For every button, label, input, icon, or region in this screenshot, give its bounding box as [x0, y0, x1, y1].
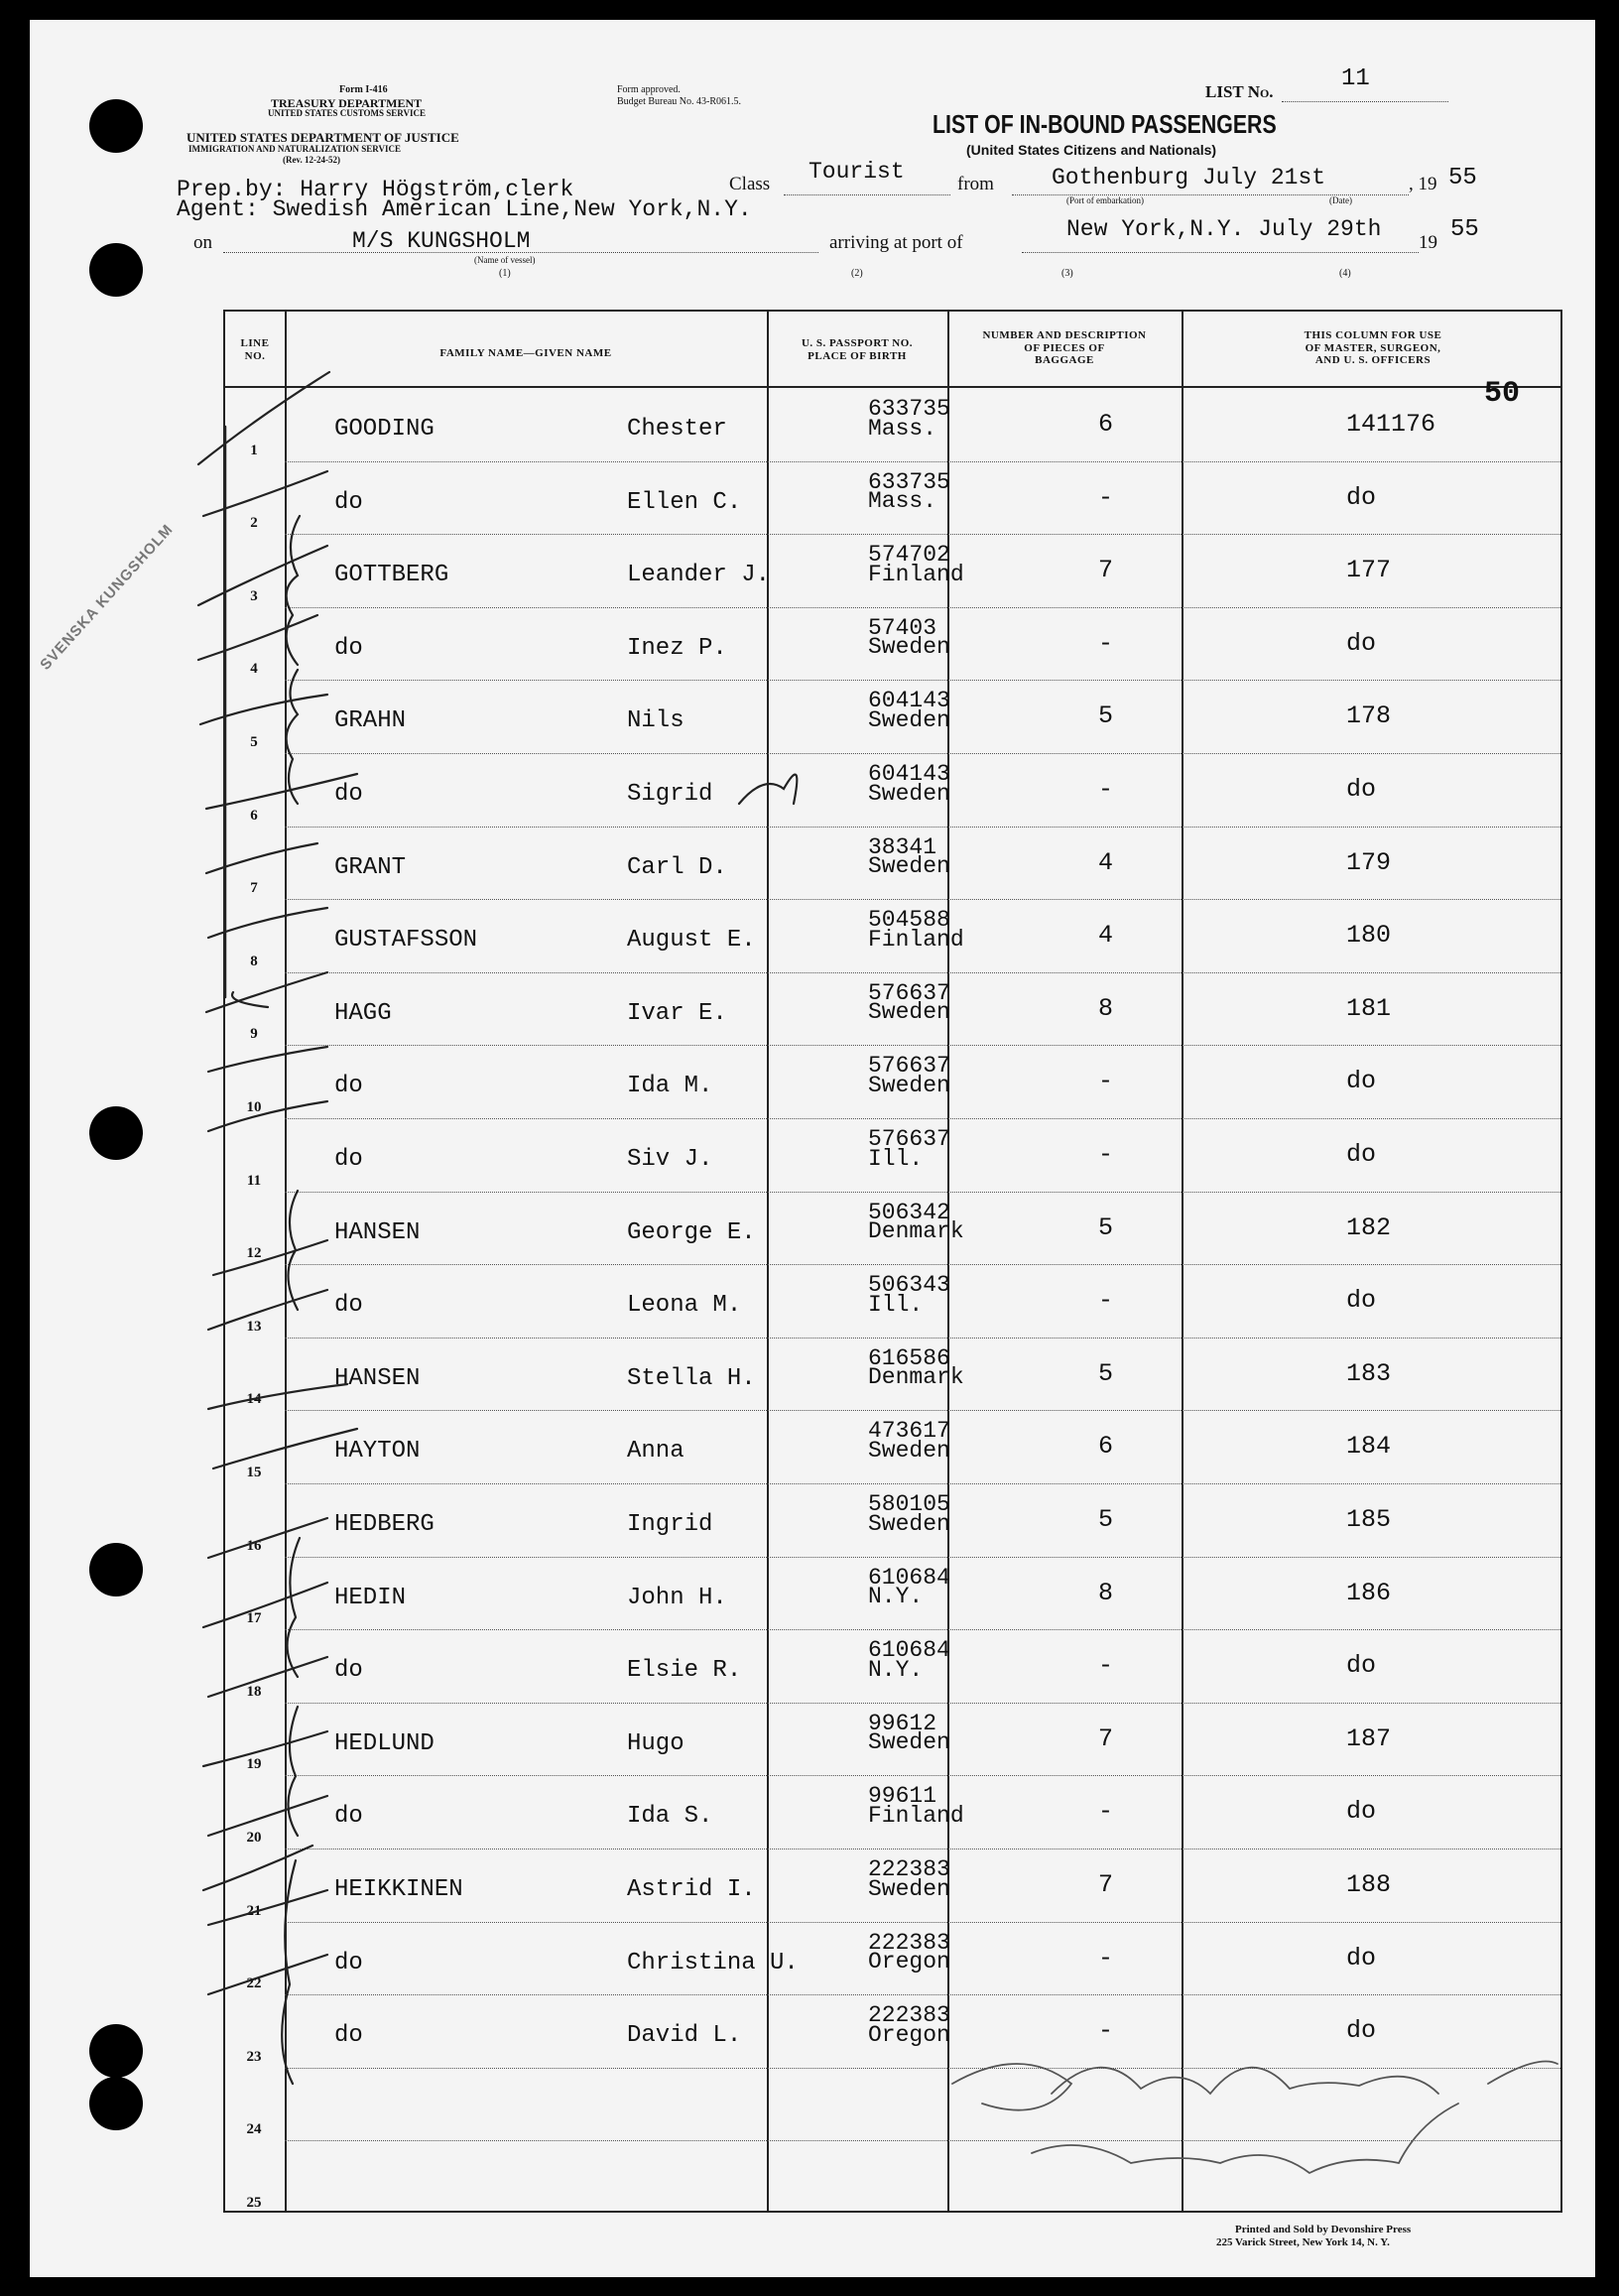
table-row	[225, 899, 1560, 972]
passport-birthplace	[868, 1053, 950, 1098]
date-caption: (Date)	[1329, 195, 1352, 205]
passport-number: 576637	[868, 1053, 950, 1080]
passport-birthplace	[868, 833, 950, 880]
passport-number: 576637	[868, 1126, 950, 1152]
given-name: John H.	[627, 1584, 727, 1611]
passport-number: 604143	[868, 688, 950, 714]
family-name: GRAHN	[334, 707, 407, 735]
line-number: 12	[246, 1245, 262, 1262]
given-name: Ingrid	[627, 1511, 713, 1538]
family-name: HAYTON	[334, 1438, 421, 1466]
place-of-birth: N.Y.	[868, 1584, 924, 1610]
passport-number: 222383	[868, 1929, 950, 1956]
given-name: Nils	[627, 707, 685, 735]
place-of-birth: Oregon	[868, 2021, 950, 2048]
passport-birthplace	[868, 1199, 964, 1245]
baggage-count: 4	[1098, 921, 1114, 951]
place-of-birth: Sweden	[868, 634, 950, 661]
place-of-birth: Mass.	[868, 415, 937, 442]
family-name: do	[334, 1073, 363, 1100]
prepared-by: Prep.by: Harry Högström,clerk	[177, 177, 574, 202]
year-prefix: 19	[1419, 232, 1437, 253]
budget-bureau: Budget Bureau No. 43-R061.5.	[617, 96, 741, 107]
passport-number: 610684	[868, 1637, 950, 1664]
punch-hole	[89, 1106, 143, 1160]
col-number-4: (4)	[1339, 268, 1351, 279]
place-of-birth: Denmark	[868, 1364, 964, 1391]
officer-note: 186	[1346, 1578, 1392, 1607]
place-of-birth: Sweden	[868, 853, 950, 880]
family-name: HANSEN	[334, 1218, 421, 1246]
officer-note: do	[1346, 482, 1377, 512]
baggage-count: -	[1098, 775, 1114, 804]
line-number: 10	[246, 1098, 262, 1115]
table-row	[225, 1338, 1560, 1411]
line-number: 2	[250, 515, 258, 532]
passport-birthplace	[868, 468, 950, 515]
family-name: GOTTBERG	[334, 562, 449, 589]
place-of-birth: Ill.	[868, 1145, 924, 1172]
given-name: Hugo	[627, 1729, 685, 1757]
passport-number: 633735	[868, 468, 950, 495]
family-name: HEDBERG	[334, 1511, 435, 1538]
passport-birthplace	[868, 2002, 950, 2048]
officer-note: 183	[1346, 1358, 1392, 1388]
passport-birthplace	[868, 761, 950, 807]
given-name: Christina U.	[627, 1949, 799, 1977]
passport-birthplace	[868, 1710, 950, 1756]
table-row	[225, 680, 1560, 753]
given-name: Leander J.	[627, 562, 771, 589]
punch-hole	[89, 243, 143, 297]
place-of-birth: Ill.	[868, 1291, 924, 1318]
table-row	[225, 1994, 1560, 2068]
given-name: Ellen C.	[627, 488, 742, 516]
passport-birthplace	[868, 979, 950, 1026]
given-name: August E.	[627, 927, 756, 955]
printer-line-2: 225 Varick Street, New York 14, N. Y.	[1216, 2236, 1390, 2248]
line-number: 13	[246, 1318, 262, 1335]
passport-birthplace	[868, 688, 950, 733]
baggage-count: 8	[1098, 993, 1114, 1023]
form-title: LIST OF IN-BOUND PASSENGERS	[933, 109, 1277, 139]
col-header-name: FAMILY NAME—GIVEN NAME	[439, 347, 612, 359]
passport-number: 222383	[868, 2002, 950, 2029]
table-row	[225, 972, 1560, 1046]
baggage-count: -	[1098, 1943, 1114, 1973]
officer-note: do	[1346, 1140, 1377, 1169]
table-row	[225, 1264, 1560, 1338]
table-row	[225, 753, 1560, 827]
family-name: do	[334, 781, 363, 808]
line-number: 15	[246, 1464, 262, 1480]
table-row	[225, 2068, 1560, 2141]
ins: IMMIGRATION AND NATURALIZATION SERVICE	[188, 144, 401, 154]
table-row	[225, 1557, 1560, 1630]
table-row	[225, 1192, 1560, 1265]
col-header-passport: U. S. PASSPORT NO. PLACE OF BIRTH	[801, 337, 914, 362]
given-name: Siv J.	[627, 1146, 713, 1173]
passenger-list-sheet	[30, 20, 1595, 2277]
passenger-table	[223, 310, 1562, 2213]
customs-service: UNITED STATES CUSTOMS SERVICE	[268, 108, 426, 118]
class-value: Tourist	[809, 159, 905, 185]
side-stamp: SVENSKA KUNGSHOLM	[37, 521, 178, 674]
family-name: GOODING	[334, 416, 435, 443]
family-name: do	[334, 1657, 363, 1685]
given-name: Ida S.	[627, 1803, 713, 1831]
place-of-birth: Finland	[868, 926, 964, 953]
baggage-count: 5	[1098, 1505, 1114, 1534]
place-of-birth: Sweden	[868, 706, 950, 733]
passport-birthplace	[868, 614, 950, 661]
class-label: Class	[729, 174, 771, 194]
place-of-birth: Sweden	[868, 1072, 950, 1098]
table-row	[225, 388, 1560, 461]
family-name: do	[334, 1803, 363, 1831]
line-number: 24	[246, 2121, 262, 2138]
officer-note: do	[1346, 1067, 1377, 1096]
passport-birthplace	[868, 1491, 950, 1537]
family-name: do	[334, 634, 363, 662]
table-row	[225, 534, 1560, 607]
baggage-count: 5	[1098, 1358, 1114, 1388]
officer-note: do	[1346, 628, 1377, 658]
baggage-count: -	[1098, 2016, 1114, 2046]
table-row	[225, 461, 1560, 535]
family-name: GUSTAFSSON	[334, 927, 478, 955]
year-arrival: 55	[1450, 216, 1479, 243]
family-name: HEDLUND	[334, 1729, 435, 1757]
punch-hole	[89, 2024, 143, 2078]
family-name: do	[334, 1949, 363, 1977]
line-number: 25	[246, 2194, 262, 2211]
given-name: George E.	[627, 1218, 756, 1246]
passport-number: 580105	[868, 1491, 950, 1517]
family-name: HEDIN	[334, 1584, 407, 1611]
form-approved: Form approved.	[617, 84, 681, 95]
year-embarkation: 55	[1448, 165, 1477, 191]
baggage-count: -	[1098, 1067, 1114, 1096]
col-header-officers: THIS COLUMN FOR USE OF MASTER, SURGEON, AND U. S. OFFICERS	[1304, 329, 1442, 367]
officer-note: do	[1346, 1797, 1377, 1827]
passport-number: 473617	[868, 1418, 950, 1445]
punch-hole	[89, 2077, 143, 2130]
margin-note: 50	[1484, 377, 1521, 411]
given-name: Astrid I.	[627, 1876, 756, 1903]
table-row	[225, 1045, 1560, 1118]
passport-birthplace	[868, 1564, 950, 1610]
passport-number: 633735	[868, 396, 950, 422]
line-number: 3	[250, 587, 258, 604]
table-row	[225, 1703, 1560, 1776]
form-number: Form I-416	[339, 84, 388, 95]
passport-number: 504588	[868, 907, 950, 934]
punch-hole	[89, 1543, 143, 1596]
line-number: 9	[250, 1026, 258, 1043]
vessel-name: M/S KUNGSHOLM	[352, 228, 531, 254]
baggage-count: 4	[1098, 847, 1114, 877]
baggage-count: -	[1098, 1797, 1114, 1827]
family-name: GRANT	[334, 853, 407, 881]
line-number: 14	[246, 1391, 262, 1408]
baggage-count: 7	[1098, 556, 1114, 585]
baggage-count: -	[1098, 482, 1114, 512]
passport-number: 574702	[868, 542, 950, 569]
passport-birthplace	[868, 1126, 950, 1172]
given-name: Carl D.	[627, 853, 727, 881]
passport-birthplace	[868, 1637, 950, 1683]
passport-birthplace	[868, 396, 950, 442]
baggage-count: 7	[1098, 1870, 1114, 1899]
line-number: 11	[246, 1172, 262, 1189]
on-label: on	[193, 232, 212, 253]
passport-birthplace	[868, 1856, 950, 1902]
place-of-birth: N.Y.	[868, 1656, 924, 1683]
officer-note: 182	[1346, 1212, 1392, 1242]
passport-number: 506343	[868, 1272, 950, 1299]
given-name: Sigrid	[627, 781, 713, 808]
baggage-count: 5	[1098, 1212, 1114, 1242]
passport-number: 99611	[868, 1783, 937, 1810]
treasury-dept: TREASURY DEPARTMENT	[271, 96, 423, 110]
place-of-birth: Sweden	[868, 1729, 950, 1756]
passport-number: 57403	[868, 614, 937, 641]
family-name: do	[334, 488, 363, 516]
passport-birthplace	[868, 1929, 950, 1976]
baggage-count: -	[1098, 1140, 1114, 1169]
line-number: 19	[246, 1756, 262, 1773]
agent: Agent: Swedish American Line,New York,N.Y.	[177, 196, 752, 222]
line-number: 18	[246, 1683, 262, 1700]
passport-birthplace	[868, 1272, 950, 1318]
passport-number: 38341	[868, 833, 937, 860]
line-number: 16	[246, 1537, 262, 1554]
line-number: 6	[250, 807, 258, 824]
table-row	[225, 607, 1560, 681]
form-subtitle: (United States Citizens and Nationals)	[966, 142, 1217, 158]
family-name: do	[334, 2022, 363, 2050]
baggage-count: 8	[1098, 1578, 1114, 1607]
justice-dept: UNITED STATES DEPARTMENT OF JUSTICE	[187, 130, 459, 145]
line-number: 21	[246, 1902, 262, 1919]
passport-number: 610684	[868, 1564, 950, 1591]
table-row	[225, 1775, 1560, 1849]
table-row	[225, 1922, 1560, 1995]
place-of-birth: Mass.	[868, 488, 937, 515]
given-name: Stella H.	[627, 1364, 756, 1392]
passport-number: 506342	[868, 1199, 950, 1225]
given-name: Ivar E.	[627, 999, 727, 1027]
printer-line-1: Printed and Sold by Devonshire Press	[1235, 2224, 1412, 2235]
officer-note: 180	[1346, 921, 1392, 951]
officer-note: 178	[1346, 702, 1392, 731]
place-of-birth: Sweden	[868, 1875, 950, 1902]
passport-birthplace	[868, 1783, 964, 1829]
table-row	[225, 2140, 1560, 2214]
line-number: 7	[250, 880, 258, 897]
family-name: do	[334, 1292, 363, 1320]
line-number: 22	[246, 1976, 262, 1992]
col-number-1: (1)	[499, 268, 511, 279]
list-no-label: LIST No.	[1205, 82, 1274, 101]
given-name: Leona M.	[627, 1292, 742, 1320]
officer-note: do	[1346, 775, 1377, 804]
arriving-label: arriving at port of	[829, 232, 963, 253]
passport-number: 616586	[868, 1344, 950, 1371]
passport-number: 222383	[868, 1856, 950, 1882]
officer-note: do	[1346, 1943, 1377, 1973]
officer-note: 177	[1346, 556, 1392, 585]
given-name: Chester	[627, 416, 727, 443]
port-embarkation-caption: (Port of embarkation)	[1066, 195, 1144, 205]
punch-hole	[89, 99, 143, 153]
baggage-count: -	[1098, 1651, 1114, 1681]
officer-note: do	[1346, 2016, 1377, 2046]
passport-birthplace	[868, 1344, 964, 1391]
given-name: David L.	[627, 2022, 742, 2050]
family-name: HANSEN	[334, 1364, 421, 1392]
passport-birthplace	[868, 1418, 950, 1464]
baggage-count: 6	[1098, 1432, 1114, 1462]
table-row	[225, 1483, 1560, 1557]
place-of-birth: Sweden	[868, 1510, 950, 1537]
arrival-port-date: New York,N.Y. July 29th	[1066, 216, 1382, 242]
given-name: Elsie R.	[627, 1657, 742, 1685]
revision: (Rev. 12-24-52)	[283, 155, 340, 165]
table-row	[225, 1410, 1560, 1483]
place-of-birth: Sweden	[868, 780, 950, 807]
col-header-line-no: LINE NO.	[240, 337, 270, 362]
line-number: 4	[250, 661, 258, 678]
officer-note: 188	[1346, 1870, 1392, 1899]
baggage-count: 6	[1098, 410, 1114, 439]
family-name: HEIKKINEN	[334, 1876, 463, 1903]
officer-note: 185	[1346, 1505, 1392, 1534]
baggage-count: -	[1098, 628, 1114, 658]
given-name: Ida M.	[627, 1073, 713, 1100]
embarkation-port-date: Gothenburg July 21st	[1052, 165, 1326, 191]
officer-note: 141176	[1346, 410, 1436, 439]
line-number: 5	[250, 733, 258, 750]
table-row	[225, 1849, 1560, 1922]
baggage-count: -	[1098, 1286, 1114, 1316]
col-number-2: (2)	[851, 268, 863, 279]
place-of-birth: Oregon	[868, 1949, 950, 1976]
officer-note: 187	[1346, 1723, 1392, 1753]
place-of-birth: Denmark	[868, 1218, 964, 1245]
place-of-birth: Sweden	[868, 1437, 950, 1464]
col-header-baggage: NUMBER AND DESCRIPTION OF PIECES OF BAGGAGE	[982, 329, 1147, 367]
officer-note: do	[1346, 1651, 1377, 1681]
line-number: 1	[250, 442, 258, 458]
officer-note: 184	[1346, 1432, 1392, 1462]
family-name: HAGG	[334, 999, 392, 1027]
line-number: 23	[246, 2048, 262, 2065]
col-number-3: (3)	[1061, 268, 1073, 279]
baggage-count: 5	[1098, 702, 1114, 731]
table-row	[225, 1118, 1560, 1192]
vessel-caption: (Name of vessel)	[474, 255, 536, 265]
passport-number: 604143	[868, 761, 950, 787]
place-of-birth: Sweden	[868, 999, 950, 1026]
passport-number: 576637	[868, 979, 950, 1006]
officer-note: 179	[1346, 847, 1392, 877]
officer-note: 181	[1346, 993, 1392, 1023]
officer-note: do	[1346, 1286, 1377, 1316]
passport-birthplace	[868, 542, 964, 587]
list-number: 11	[1341, 65, 1370, 92]
table-row	[225, 1629, 1560, 1703]
passport-number: 99612	[868, 1710, 937, 1736]
line-number: 8	[250, 953, 258, 969]
table-row	[225, 827, 1560, 900]
given-name: Anna	[627, 1438, 685, 1466]
line-number: 20	[246, 1829, 262, 1846]
year-prefix: , 19	[1409, 174, 1437, 194]
line-number: 17	[246, 1610, 262, 1627]
place-of-birth: Finland	[868, 1802, 964, 1829]
given-name: Inez P.	[627, 634, 727, 662]
passport-birthplace	[868, 907, 964, 953]
family-name: do	[334, 1146, 363, 1173]
place-of-birth: Finland	[868, 561, 964, 587]
baggage-count: 7	[1098, 1723, 1114, 1753]
from-label: from	[957, 174, 994, 194]
